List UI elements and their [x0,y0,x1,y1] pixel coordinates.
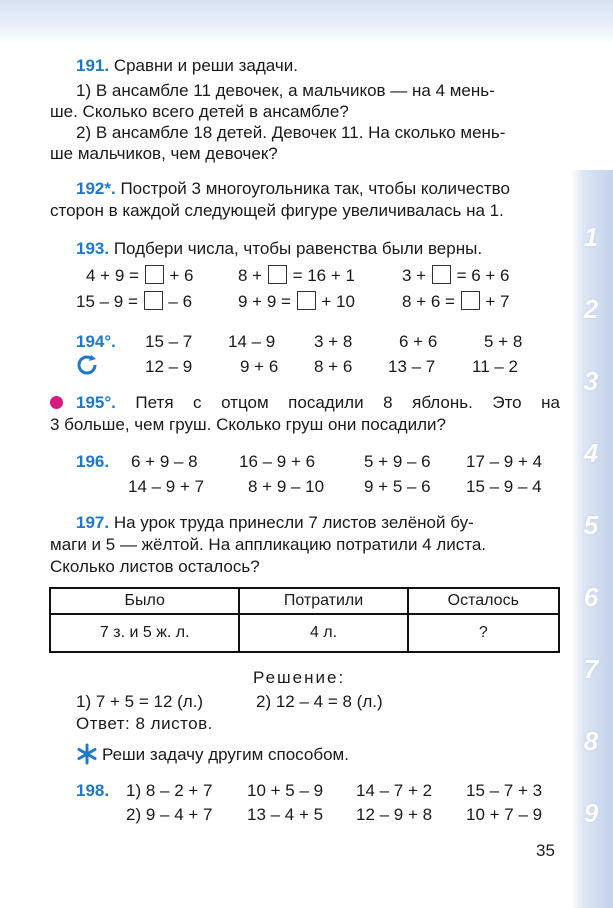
task-192-line-2: сторон в каждой следующей фигуре увеличивалась на 1. [50,201,504,220]
expr-194-1-1: 15 – 7 [145,332,193,351]
expr-198-2-2: 13 – 4 + 5 [247,805,324,824]
expr-194-2-3: 8 + 6 [314,357,353,376]
task-197-line-2: маги и 5 — жёлтой. На аппликацию потратили 4 листа. [50,535,487,554]
task-191-line-1: 1) В ансамбле 11 девочек, а мальчиков — на 4 мень- [76,81,495,100]
expr-194-1-2: 14 – 9 [228,332,276,351]
task-192-heading [76,178,510,200]
task-198-number: 198. [76,781,110,800]
refresh-icon [76,354,98,376]
table-header-row [50,588,559,614]
expr-196-2-3: 9 + 5 – 6 [364,477,431,496]
task-191-heading [76,55,298,77]
task-191-title: Сравни и реши задачи. [113,56,298,75]
task-191-number: 191. [76,56,110,75]
solution-step-2: 2) 12 – 4 = 8 (л.) [256,692,383,711]
task-195-line-2: 3 больше, чем груш. Сколько груш они посадили? [50,415,446,434]
task-191-line-3: 2) В ансамбле 18 детей. Девочек 11. На сколько мень- [76,123,506,142]
solution-title: Решение: [253,668,346,687]
table-row [50,614,559,652]
sidebar-number-1: 1 [583,222,599,252]
task-197-line-3: Сколько листов осталось? [50,557,260,576]
solution-step-1: 1) 7 + 5 = 12 (л.) [76,692,204,711]
task-194-number: 194°. [76,332,116,351]
expr-194-1-5: 5 + 8 [484,332,523,351]
expr-194-2-1: 12 – 9 [145,357,193,376]
sidebar-number-7: 7 [583,654,599,684]
answer-box[interactable] [432,265,451,284]
task-192-line-1: Построй 3 многоугольника так, чтобы количество [120,179,510,198]
expr-196-1-3: 5 + 9 – 6 [364,452,431,471]
data-table [49,587,560,653]
expr-194-1-3: 3 + 8 [314,332,353,351]
sidebar-number-2: 2 [583,294,599,324]
expr-198-2-4: 10 + 7 – 9 [466,805,543,824]
extra-task: Реши задачу другим способом. [102,745,349,764]
expr-196-2-1: 14 – 9 + 7 [128,477,205,496]
table-cell: 7 з. и 5 ж. л. [50,614,239,652]
task-197-heading [76,512,474,534]
expr-198-1-2: 10 + 5 – 9 [247,781,324,800]
task-197-number: 197. [76,513,110,532]
equation-4: 15 – 9 = – 6 [76,292,193,311]
table-header: Потратили [239,588,407,614]
expr-196-1-4: 17 – 9 + 4 [466,452,543,471]
sidebar-number-3: 3 [583,366,599,396]
expr-194-2-2: 9 + 6 [240,357,279,376]
task-195-heading [76,392,560,414]
answer-box[interactable] [268,265,287,284]
task-195-number: 195°. [76,393,116,412]
table-cell: 4 л. [239,614,407,652]
task-191-line-4: ше мальчиков, чем девочек? [50,144,278,163]
expr-198-1-1: 1) 8 – 2 + 7 [126,781,213,800]
expr-196-2-2: 8 + 9 – 10 [248,477,325,496]
circle-bullet-icon [50,396,63,409]
task-193-heading [76,238,482,260]
solution-answer: Ответ: 8 листов. [76,714,213,733]
answer-box[interactable] [144,291,163,310]
snowflake-icon [76,743,98,765]
table-cell: ? [408,614,559,652]
equation-2: 8 + = 16 + 1 [238,266,355,285]
expr-194-2-5: 11 – 2 [472,357,519,376]
expr-194-1-4: 6 + 6 [399,332,438,351]
task-192-number: 192*. [76,179,116,198]
task-193-number: 193. [76,239,110,258]
equation-1: 4 + 9 = + 6 [86,266,194,285]
task-195-line-1: Петя с отцом посадили 8 яблонь. Это на [135,393,560,412]
equation-3: 3 + = 6 + 6 [402,266,510,285]
answer-box[interactable] [297,291,316,310]
answer-box[interactable] [145,265,164,284]
expr-198-2-3: 12 – 9 + 8 [356,805,433,824]
task-191-line-2: ше. Сколько всего детей в ансамбле? [50,102,349,121]
sidebar-number-6: 6 [583,582,599,612]
header-band [0,0,613,44]
sidebar-number-5: 5 [583,510,599,540]
expr-198-1-4: 15 – 7 + 3 [466,781,543,800]
expr-198-2-1: 2) 9 – 4 + 7 [126,805,213,824]
sidebar-number-4: 4 [583,438,599,468]
page-number: 35 [536,841,555,860]
table-header: Было [50,588,239,614]
expr-198-1-3: 14 – 7 + 2 [356,781,433,800]
sidebar-number-9: 9 [583,798,599,828]
expr-196-2-4: 15 – 9 – 4 [466,477,542,496]
table-header: Осталось [408,588,559,614]
sidebar-number-8: 8 [583,726,599,756]
answer-box[interactable] [461,291,480,310]
expr-196-1-2: 16 – 9 + 6 [239,452,316,471]
task-196-number: 196. [76,452,110,471]
equation-5: 9 + 9 = + 10 [238,292,355,311]
task-197-line-1: На урок труда принесли 7 листов зелёной бу- [113,513,474,532]
expr-194-2-4: 13 – 7 [388,357,436,376]
expr-196-1-1: 6 + 9 – 8 [131,452,198,471]
equation-6: 8 + 6 = + 7 [402,292,510,311]
task-193-title: Подбери числа, чтобы равенства были верны. [113,239,483,258]
